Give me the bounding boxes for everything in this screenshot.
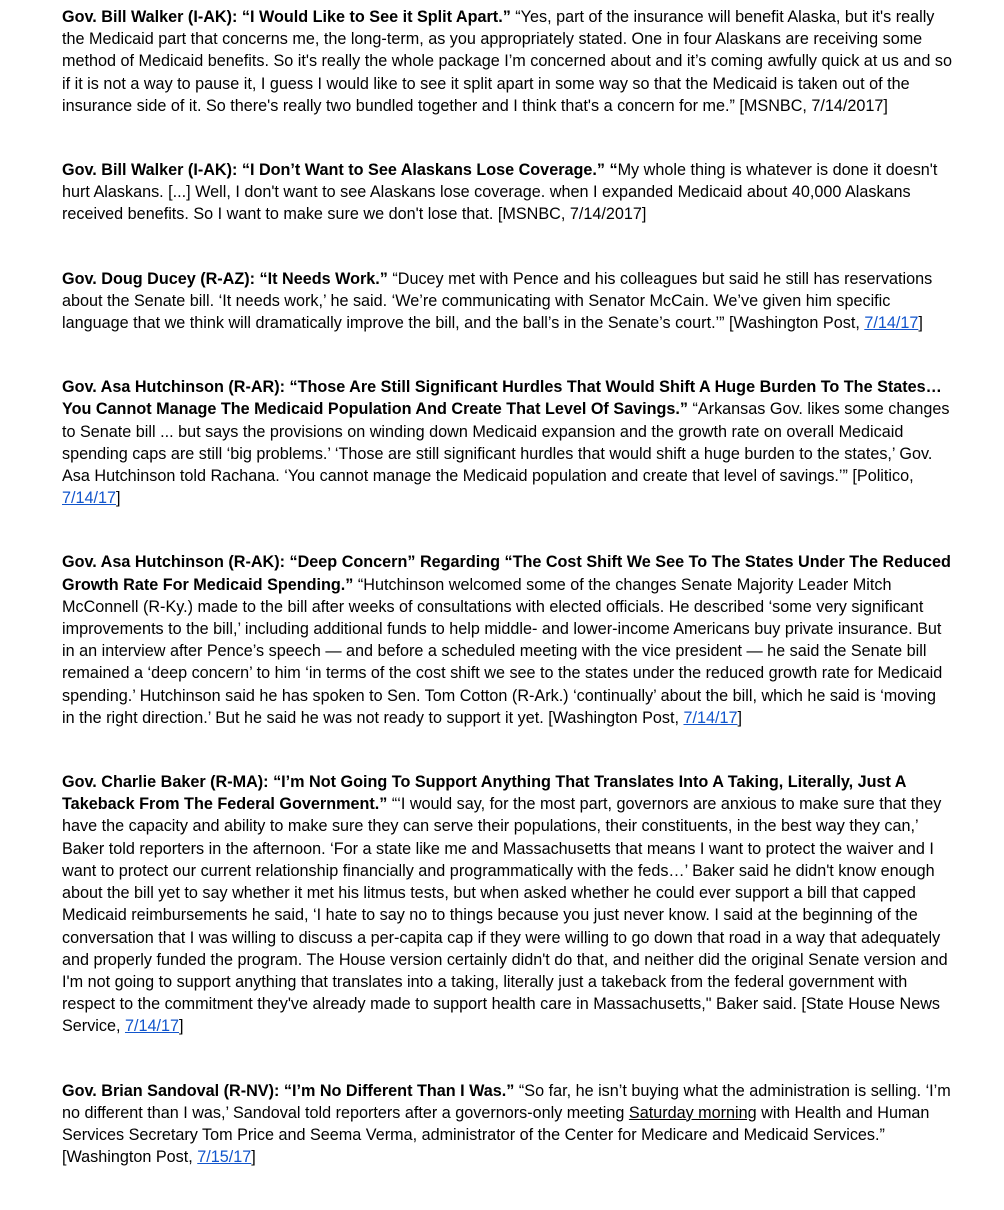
entry-tail: ] — [737, 708, 742, 727]
quote-entry-sandoval — [62, 1080, 952, 1169]
document-body — [62, 6, 952, 1210]
source-link[interactable]: 7/14/17 — [124, 1017, 179, 1036]
entry-tail: ] — [918, 314, 923, 333]
entry-headline: Gov. Charlie Baker (R-MA): “I’m Not Going To Support Anything That Translates Into A Taking, Literally, Just A Takeback From The Federal Government.” — [62, 773, 906, 814]
entry-text: “‘I would say, for the most part, governors are anxious to make sure that they have the capacity and ability to make sure they can serve their populations, their constituents, in the best way they can,’ Baker told reporters in the afternoon. ‘For a state like me and Massachusetts that means I want to protect the waiver and I want to protect our current relationship financially and programmatically with the feds…’ Baker said he didn't know enough about the bill yet to say whether it met his litmus tests, but when asked whether he could ever support a bill that capped Medicaid reimbursements he said, ‘I hate to say no to things because you just never know. I said at the beginning of the conversation that I was willing to discuss a per-capita cap if they were willing to go down that road in a way that adequately and properly funded the program. The House version certainly didn't do that, and neither did the original Senate version and I'm not going to support anything that translates into a taking, literally just a takeback from the federal government with respect to the commitment they've already made to support health care in Massachusetts," Baker said. [State House News Service, — [62, 795, 948, 1036]
entry-text: “Ducey met with Pence and his colleagues but said he still has reservations about the Senate bill. ‘It needs work,’ he said. ‘We’re communicating with Senator McCain. We’ve given him specific language that we think will dramatically improve the bill, and the ball’s in the Senate’s court.’” [Washington Post, — [62, 269, 933, 333]
quote-entry-walker-split — [62, 6, 952, 117]
entry-headline: Gov. Asa Hutchinson (R-AR): “Those Are Still Significant Hurdles That Would Shift A Huge Burden To The States… You Cannot Manage The Medicaid Population And Create That Level Of Savings.” — [62, 378, 942, 419]
quote-entry-baker — [62, 771, 952, 1037]
source-link[interactable]: 7/15/17 — [197, 1148, 252, 1167]
quote-entry-ducey — [62, 268, 952, 335]
source-link[interactable]: 7/14/17 — [62, 489, 117, 508]
entry-headline: Gov. Brian Sandoval (R-NV): “I’m No Different Than I Was.” — [62, 1081, 515, 1100]
entry-text-continued: with Health and Human Services Secretary Tom Price and Seema Verma, administrator of the Center for Medicare and Medicaid Services.” [Washington Post, — [62, 1103, 930, 1167]
underlined-phrase: Saturday morning — [628, 1103, 757, 1122]
source-link[interactable]: 7/14/17 — [864, 314, 919, 333]
entry-text: “Yes, part of the insurance will benefit Alaska, but it's really the Medicaid part that concerns me, the long-term, as you appropriately stated. One in four Alaskans are receiving some method of Medicaid benefits. So it's really the whole package I’m concerned about and it’s coming awfully quick at us and so if it is not a way to pause it, I guess I would like to see it split apart in some way so that the Medicaid is taken out of the insurance side of it. So there's really two bundled together and I think that's a concern for me.” [MSNBC, 7/14/2017] — [62, 8, 953, 115]
quote-entry-hutchinson-concern — [62, 551, 952, 729]
entry-tail: ] — [179, 1017, 184, 1036]
quote-entry-hutchinson-hurdles — [62, 376, 952, 509]
source-link[interactable]: 7/14/17 — [683, 708, 738, 727]
entry-text: My whole thing is whatever is done it doesn't hurt Alaskans. [...] Well, I don't want to see Alaskans lose coverage. when I expanded Medicaid about 40,000 Alaskans received benefits. So I want to make sure we don't lose that. [MSNBC, 7/14/2017] — [62, 161, 938, 224]
entry-text: “Hutchinson welcomed some of the changes Senate Majority Leader Mitch McConnell (R-Ky.) made to the bill after weeks of consultations with elected officials. He described ‘some very significant improvements to the bill,’ including additional funds to help middle- and lower-income Americans buy private insurance. But in an interview after Pence’s speech — and before a scheduled meeting with the vice president — he said the Senate bill remained a ‘deep concern’ to him ‘in terms of the cost shift we see to the states under the reduced growth rate for Medicaid spending.’ Hutchinson said he has spoken to Sen. Tom Cotton (R-Ark.) ‘continually’ about the bill, which he said is ‘moving in the right direction.’ But he said he was not ready to support it yet. [Washington Post, — [62, 575, 943, 727]
entry-text: “So far, he isn’t buying what the administration is selling. ‘I’m no different than I was,’ Sandoval told reporters after a governors-only meeting — [62, 1081, 951, 1122]
entry-headline: Gov. Bill Walker (I-AK): “I Don’t Want to See Alaskans Lose Coverage.” “ — [62, 161, 618, 180]
quote-entry-walker-coverage — [62, 159, 952, 226]
entry-headline: Gov. Doug Ducey (R-AZ): “It Needs Work.” — [62, 269, 388, 288]
entry-tail: ] — [251, 1148, 256, 1167]
entry-tail: ] — [116, 489, 121, 508]
entry-headline: Gov. Asa Hutchinson (R-AK): “Deep Concern” Regarding “The Cost Shift We See To The States Under The Reduced Growth Rate For Medicaid Spending.” — [62, 553, 951, 594]
entry-headline: Gov. Bill Walker (I-AK): “I Would Like to See it Split Apart.” — [62, 8, 511, 26]
entry-text: “Arkansas Gov. likes some changes to Senate bill ... but says the provisions on winding down Medicaid expansion and the growth rate on overall Medicaid spending caps are still ‘big problems.’ ‘Those are still significant hurdles that would shift a huge burden to the states,’ Gov. Asa Hutchinson told Rachana. ‘You cannot manage the Medicaid population and create that level of savings.’” [Politico, — [62, 400, 950, 486]
